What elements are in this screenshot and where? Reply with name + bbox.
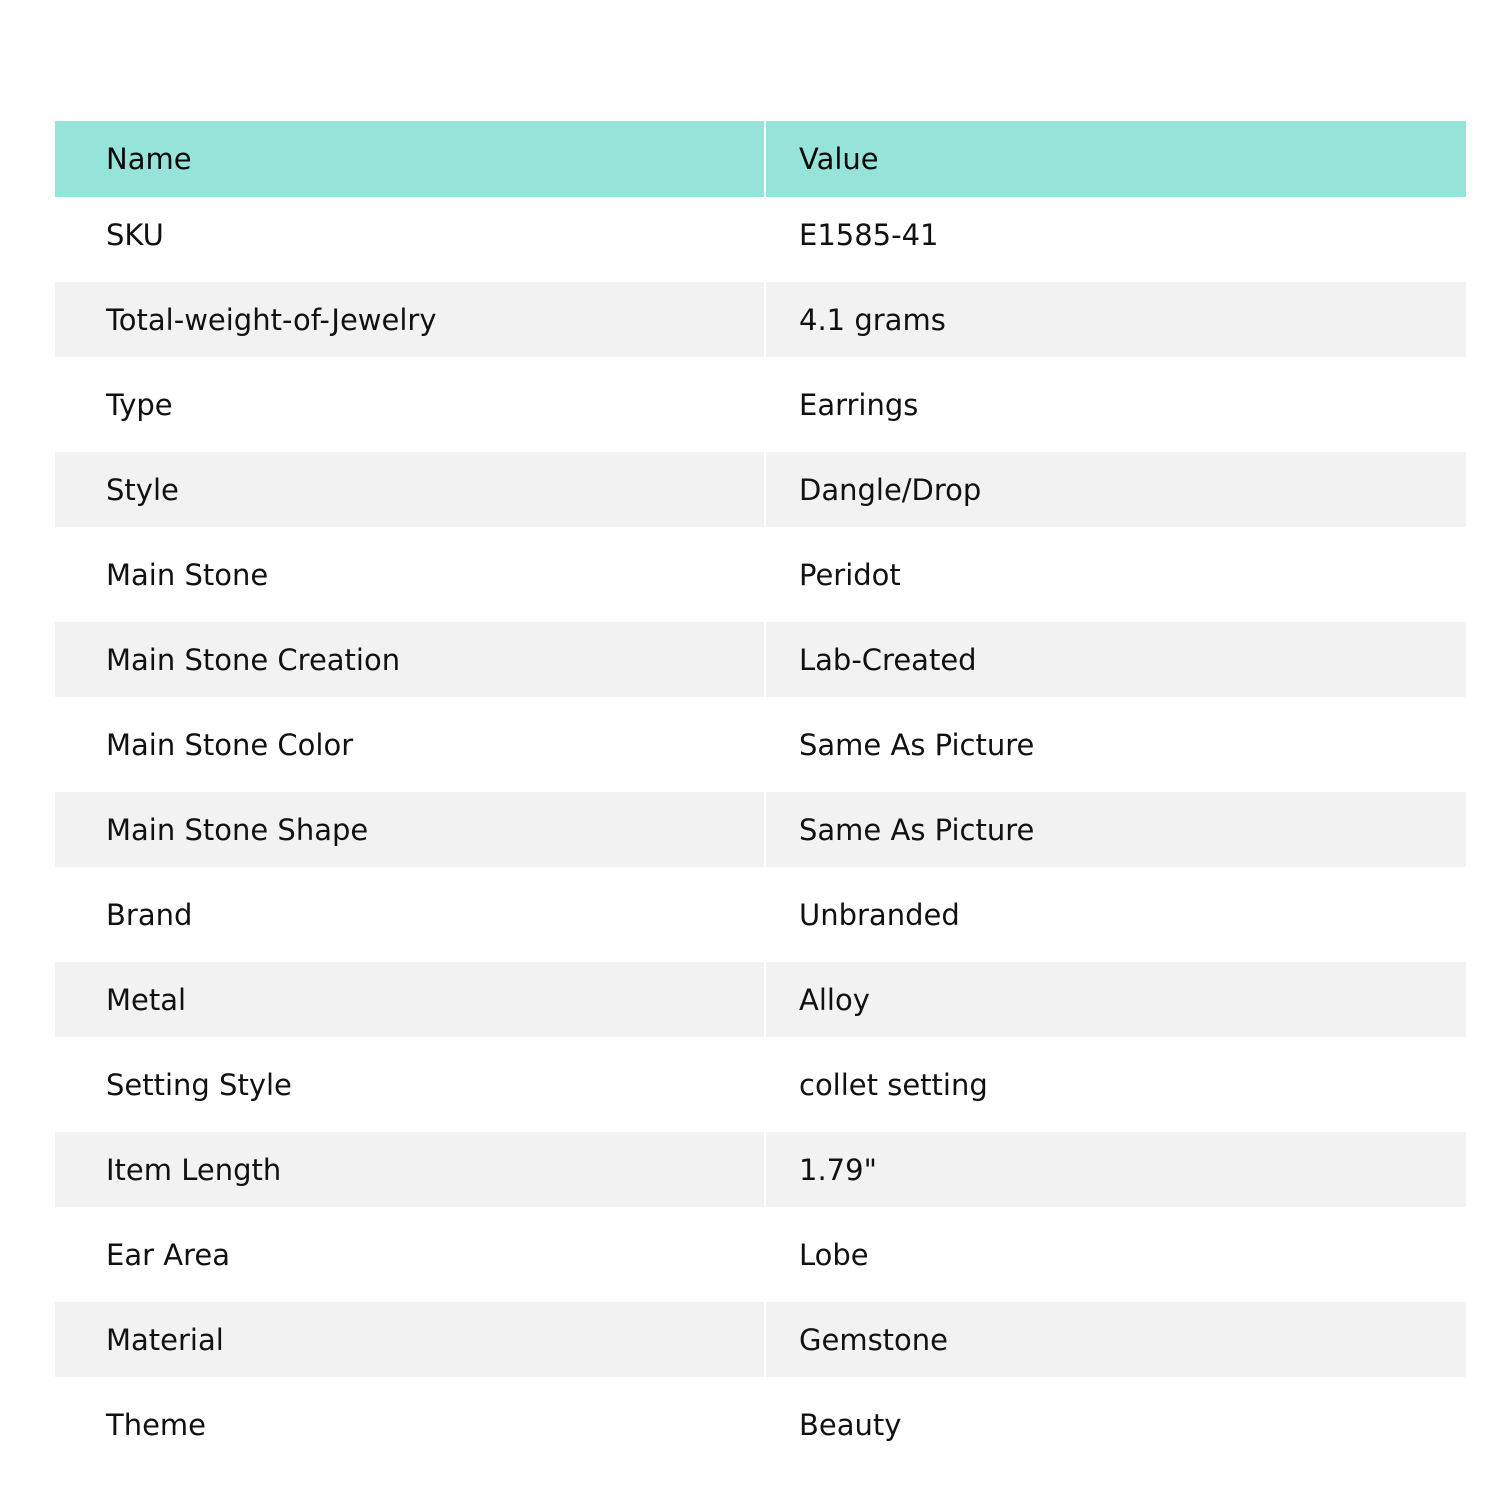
table-row <box>55 707 1466 782</box>
row-gap-cell <box>766 527 1466 537</box>
row-gap <box>55 272 1466 282</box>
row-gap-cell <box>766 357 1466 367</box>
attribute-value: 1.79" <box>766 1132 1466 1207</box>
attribute-value: Beauty <box>766 1387 1466 1462</box>
row-gap-cell <box>55 1122 766 1132</box>
row-gap-cell <box>766 867 1466 877</box>
table-row <box>55 1302 1466 1377</box>
attribute-name: Brand <box>55 877 766 952</box>
row-gap-cell <box>55 357 766 367</box>
table-row <box>55 367 1466 442</box>
row-gap <box>55 867 1466 877</box>
row-gap <box>55 782 1466 792</box>
table-row <box>55 1132 1466 1207</box>
row-gap-cell <box>55 867 766 877</box>
attribute-name: Setting Style <box>55 1047 766 1122</box>
attribute-name: Main Stone Color <box>55 707 766 782</box>
row-gap-cell <box>766 612 1466 622</box>
row-gap-cell <box>55 272 766 282</box>
table-body <box>55 197 1466 1462</box>
name-column-header: Name <box>55 121 766 197</box>
table-row <box>55 282 1466 357</box>
attribute-value: Alloy <box>766 962 1466 1037</box>
row-gap-cell <box>55 612 766 622</box>
attribute-name: Metal <box>55 962 766 1037</box>
row-gap-cell <box>55 1037 766 1047</box>
attribute-value: Dangle/Drop <box>766 452 1466 527</box>
attribute-name: Main Stone Shape <box>55 792 766 867</box>
attribute-name: SKU <box>55 197 766 272</box>
row-gap <box>55 1292 1466 1302</box>
row-gap <box>55 1207 1466 1217</box>
table-row <box>55 1387 1466 1462</box>
table-header <box>55 121 1466 197</box>
attribute-value: collet setting <box>766 1047 1466 1122</box>
row-gap-cell <box>766 1122 1466 1132</box>
row-gap-cell <box>766 952 1466 962</box>
attribute-name: Item Length <box>55 1132 766 1207</box>
row-gap-cell <box>766 1377 1466 1387</box>
row-gap-cell <box>55 527 766 537</box>
row-gap-cell <box>55 782 766 792</box>
attribute-name: Ear Area <box>55 1217 766 1292</box>
row-gap-cell <box>766 1207 1466 1217</box>
header-row <box>55 121 1466 197</box>
row-gap-cell <box>766 697 1466 707</box>
attribute-value: 4.1 grams <box>766 282 1466 357</box>
row-gap-cell <box>55 1292 766 1302</box>
attribute-value: Same As Picture <box>766 792 1466 867</box>
attribute-value: Lab-Created <box>766 622 1466 697</box>
row-gap <box>55 1037 1466 1047</box>
value-column-header: Value <box>766 121 1466 197</box>
table-row <box>55 792 1466 867</box>
row-gap-cell <box>766 442 1466 452</box>
attribute-name: Type <box>55 367 766 442</box>
row-gap <box>55 442 1466 452</box>
attribute-name: Material <box>55 1302 766 1377</box>
row-gap-cell <box>55 952 766 962</box>
attribute-name: Main Stone <box>55 537 766 612</box>
table-row <box>55 622 1466 697</box>
attribute-value: Earrings <box>766 367 1466 442</box>
specifications-table <box>55 121 1466 1462</box>
table-row <box>55 1047 1466 1122</box>
attribute-name: Main Stone Creation <box>55 622 766 697</box>
row-gap <box>55 1377 1466 1387</box>
row-gap <box>55 612 1466 622</box>
row-gap-cell <box>766 1292 1466 1302</box>
attribute-value: Gemstone <box>766 1302 1466 1377</box>
table-row <box>55 197 1466 272</box>
row-gap <box>55 527 1466 537</box>
attribute-value: Peridot <box>766 537 1466 612</box>
attribute-value: Same As Picture <box>766 707 1466 782</box>
attribute-name: Style <box>55 452 766 527</box>
table-row <box>55 452 1466 527</box>
row-gap <box>55 697 1466 707</box>
row-gap <box>55 357 1466 367</box>
attribute-value: E1585-41 <box>766 197 1466 272</box>
table-row <box>55 877 1466 952</box>
row-gap-cell <box>55 697 766 707</box>
row-gap <box>55 952 1466 962</box>
row-gap-cell <box>766 1037 1466 1047</box>
attribute-name: Total-weight-of-Jewelry <box>55 282 766 357</box>
attribute-name: Theme <box>55 1387 766 1462</box>
table-row <box>55 962 1466 1037</box>
row-gap-cell <box>55 1377 766 1387</box>
row-gap-cell <box>766 272 1466 282</box>
attribute-value: Lobe <box>766 1217 1466 1292</box>
row-gap <box>55 1122 1466 1132</box>
row-gap-cell <box>55 1207 766 1217</box>
table-row <box>55 1217 1466 1292</box>
attribute-value: Unbranded <box>766 877 1466 952</box>
table-row <box>55 537 1466 612</box>
row-gap-cell <box>766 782 1466 792</box>
row-gap-cell <box>55 442 766 452</box>
